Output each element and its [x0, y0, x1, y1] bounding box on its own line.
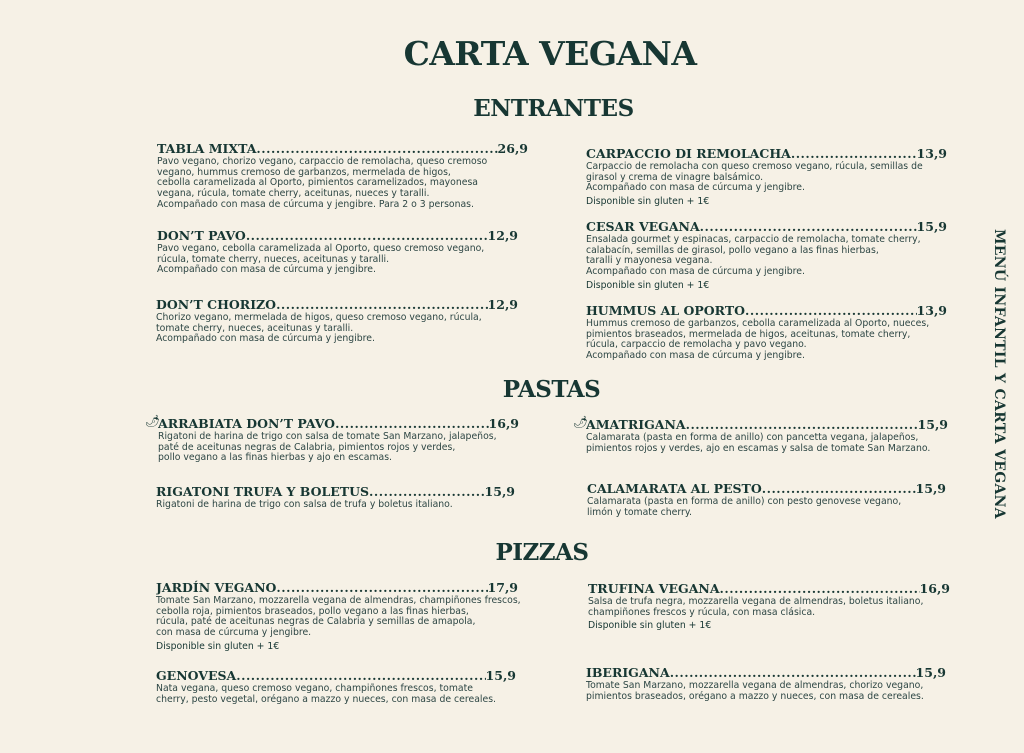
- desc-line: vegano, hummus cremoso de garbanzos, mermelada de higos,: [157, 166, 451, 178]
- page-title: CARTA VEGANA: [403, 34, 697, 73]
- gluten-free-note: Disponible sin gluten + 1€: [156, 640, 280, 652]
- dot-leader: [369, 484, 485, 499]
- menu-item-dont-pavo: [157, 228, 518, 276]
- dot-leader: [700, 219, 917, 234]
- dot-leader: [276, 297, 487, 312]
- dot-leader: [686, 417, 918, 432]
- item-description: [156, 684, 516, 705]
- item-description: [586, 162, 947, 194]
- item-description: [158, 432, 519, 464]
- menu-item-cesar: [586, 219, 947, 291]
- item-header: [156, 297, 518, 312]
- desc-line: Tomate San Marzano, mozzarella vegana de almendras, chorizo vegano,: [586, 680, 924, 691]
- item-description: [156, 500, 515, 511]
- desc-line: Rigatoni de harina de trigo con salsa de trufa y boletus italiano.: [156, 499, 453, 510]
- desc-line: pimientos braseados, mermelada de higos, aceitunas, tomate cherry,: [586, 328, 911, 340]
- gluten-free-note: Disponible sin gluten + 1€: [586, 196, 710, 208]
- item-header: [586, 219, 947, 234]
- menu-item-dont-chorizo: [156, 297, 518, 345]
- desc-line: Calamarata (pasta en forma de anillo) con pancetta vegana, jalapeños,: [586, 432, 919, 443]
- desc-line: girasol y crema de vinagre balsámico.: [586, 171, 764, 183]
- desc-line: tomate cherry, nueces, aceitunas y taralli.: [156, 322, 354, 334]
- item-name: TRUFINA VEGANA: [588, 581, 720, 596]
- menu-item-amatrigana: [573, 415, 948, 454]
- section-title-pastas: PASTAS: [502, 376, 601, 403]
- desc-line: rúcula, tomate cherry, nueces, aceitunas y taralli.: [157, 253, 390, 265]
- menu-item-iberigana: [586, 665, 946, 702]
- item-name: IBERIGANA: [586, 665, 670, 680]
- item-header: [586, 417, 948, 432]
- item-price: 13,9: [916, 303, 947, 318]
- dot-leader: [791, 146, 917, 161]
- item-header: [586, 665, 946, 680]
- item-price: 17,9: [487, 580, 518, 595]
- desc-line: pimientos rojos y verdes, ajo en escamas y salsa de tomate San Marzano.: [586, 442, 931, 454]
- item-name: RIGATONI TRUFA Y BOLETUS: [156, 484, 370, 499]
- item-header: [156, 668, 516, 683]
- item-header: [588, 581, 950, 596]
- desc-line: con masa de cúrcuma y jengibre.: [156, 627, 312, 639]
- item-description: [156, 595, 521, 639]
- item-name: CESAR VEGANA: [586, 219, 700, 234]
- desc-line: Carpaccio de remolacha con queso cremoso vegano, rúcula, semillas de: [586, 161, 923, 172]
- desc-line: Acompañado con masa de cúrcuma y jengibre.: [157, 264, 376, 276]
- desc-line: rúcula, paté de aceitunas negras de Calabria y semillas de amapola,: [156, 616, 476, 628]
- side-vertical-label: MENÚ INFANTIL Y CARTA VEGANA: [991, 229, 1007, 519]
- item-description: [156, 313, 518, 345]
- desc-line: champiñones frescos y rúcula, con masa clásica.: [588, 606, 816, 618]
- item-description: [586, 235, 947, 278]
- item-header: [157, 228, 518, 243]
- item-header: [586, 303, 947, 318]
- desc-line: Chorizo vegano, mermelada de higos, queso cremoso vegano, rúcula,: [156, 312, 482, 323]
- item-name: CARPACCIO DI REMOLACHA: [586, 146, 791, 161]
- item-name: DON’T PAVO: [157, 228, 246, 243]
- item-price: 13,9: [916, 146, 947, 161]
- item-header: [156, 580, 518, 595]
- item-price: 16,9: [488, 416, 519, 431]
- item-description: [157, 157, 528, 211]
- desc-line: taralli y mayonesa vegana.: [586, 255, 713, 267]
- item-header: [157, 141, 528, 156]
- menu-item-trufina: [588, 581, 950, 631]
- chili-pepper-icon: 🌶︎: [573, 415, 589, 429]
- item-name: AMATRIGANA: [586, 417, 686, 432]
- desc-line: paté de aceitunas negras de Calabria, pimientos rojos y verdes,: [158, 441, 456, 453]
- dot-leader: [720, 581, 920, 596]
- item-price: 12,9: [487, 297, 518, 312]
- dot-leader: [236, 668, 485, 683]
- item-price: 16,9: [919, 581, 950, 596]
- item-description: [587, 497, 946, 518]
- dot-leader: [246, 228, 488, 243]
- item-name: TABLA MIXTA: [157, 141, 257, 156]
- item-name: ARRABIATA DON’T PAVO: [158, 416, 336, 431]
- item-price: 26,9: [497, 141, 528, 156]
- item-price: 15,9: [916, 219, 947, 234]
- desc-line: Acompañado con masa de cúrcuma y jengibre.: [586, 350, 805, 362]
- dot-leader: [762, 481, 916, 496]
- item-description: [586, 319, 947, 362]
- chili-pepper-icon: 🌶︎: [145, 414, 161, 428]
- desc-line: Pavo vegano, cebolla caramelizada al Oporto, queso cremoso vegano,: [157, 243, 485, 254]
- desc-line: Pavo vegano, chorizo vegano, carpaccio de remolacha, queso cremoso: [157, 156, 488, 167]
- section-title-entrantes: ENTRANTES: [473, 95, 634, 122]
- item-price: 15,9: [915, 665, 946, 680]
- menu-item-jardin: [156, 580, 521, 652]
- desc-line: rúcula, carpaccio de remolacha y pavo vegano.: [586, 339, 807, 351]
- desc-line: Acompañado con masa de cúrcuma y jengibre.: [156, 333, 375, 345]
- menu-item-carpaccio: [586, 146, 947, 207]
- dot-leader: [276, 580, 487, 595]
- desc-line: Acompañado con masa de cúrcuma y jengibre.: [586, 266, 805, 278]
- item-description: [157, 244, 518, 276]
- desc-line: calabacín, semillas de girasol, pollo vegano a las finas hierbas,: [586, 244, 879, 256]
- item-price: 12,9: [487, 228, 518, 243]
- item-name: CALAMARATA AL PESTO: [587, 481, 762, 496]
- dot-leader: [256, 141, 497, 156]
- gluten-free-note: Disponible sin gluten + 1€: [588, 620, 712, 632]
- desc-line: Tomate San Marzano, mozzarella vegana de almendras, champiñones frescos,: [156, 595, 521, 606]
- desc-line: Nata vegana, queso cremoso vegano, champiñones frescos, tomate: [156, 683, 473, 694]
- item-header: [156, 484, 515, 499]
- menu-item-hummus: [586, 303, 947, 362]
- item-name: HUMMUS AL OPORTO: [586, 303, 746, 318]
- menu-item-rigatoni: [156, 484, 515, 511]
- desc-line: Acompañado con masa de cúrcuma y jengibre. Para 2 o 3 personas.: [157, 198, 474, 210]
- desc-line: cherry, pesto vegetal, orégano a mazzo y nueces, con masa de cereales.: [156, 693, 497, 705]
- desc-line: pollo vegano a las finas hierbas y ajo en escamas.: [158, 452, 393, 464]
- item-price: 15,9: [917, 417, 948, 432]
- item-header: [587, 481, 946, 496]
- desc-line: Salsa de trufa negra, mozzarella vegana de almendras, boletus italiano,: [588, 596, 924, 607]
- dot-leader: [335, 416, 488, 431]
- desc-line: Hummus cremoso de garbanzos, cebolla caramelizada al Oporto, nueces,: [586, 318, 930, 329]
- item-name: GENOVESA: [156, 668, 237, 683]
- desc-line: Calamarata (pasta en forma de anillo) con pesto genovese vegano,: [587, 496, 902, 507]
- menu-item-genovesa: [156, 668, 516, 705]
- desc-line: Acompañado con masa de cúrcuma y jengibre.: [586, 182, 805, 194]
- desc-line: vegana, rúcula, tomate cherry, aceitunas, nueces y taralli.: [157, 188, 430, 200]
- item-description: [586, 433, 948, 454]
- menu-item-tabla-mixta: [157, 141, 528, 211]
- item-description: [586, 681, 946, 702]
- gluten-free-note: Disponible sin gluten + 1€: [586, 279, 710, 291]
- item-name: DON’T CHORIZO: [156, 297, 277, 312]
- desc-line: pimientos braseados, orégano a mazzo y nueces, con masa de cereales.: [586, 690, 924, 702]
- item-header: [158, 416, 519, 431]
- menu-item-calamarata: [587, 481, 946, 518]
- desc-line: Ensalada gourmet y espinacas, carpaccio de remolacha, tomate cherry,: [586, 234, 921, 245]
- item-price: 15,9: [485, 668, 516, 683]
- desc-line: limón y tomate cherry.: [587, 506, 692, 518]
- dot-leader: [670, 665, 916, 680]
- dot-leader: [745, 303, 917, 318]
- section-title-pizzas: PIZZAS: [495, 539, 589, 566]
- desc-line: cebolla roja, pimientos braseados, pollo vegano a las finas hierbas,: [156, 605, 469, 617]
- item-description: [588, 597, 950, 618]
- desc-line: Rigatoni de harina de trigo con salsa de tomate San Marzano, jalapeños,: [158, 431, 497, 442]
- item-header: [586, 146, 947, 161]
- item-price: 15,9: [915, 481, 946, 496]
- item-price: 15,9: [484, 484, 515, 499]
- menu-item-arrabiata: [145, 414, 519, 464]
- item-name: JARDÍN VEGANO: [156, 580, 277, 595]
- desc-line: cebolla caramelizada al Oporto, pimientos caramelizados, mayonesa: [157, 177, 479, 189]
